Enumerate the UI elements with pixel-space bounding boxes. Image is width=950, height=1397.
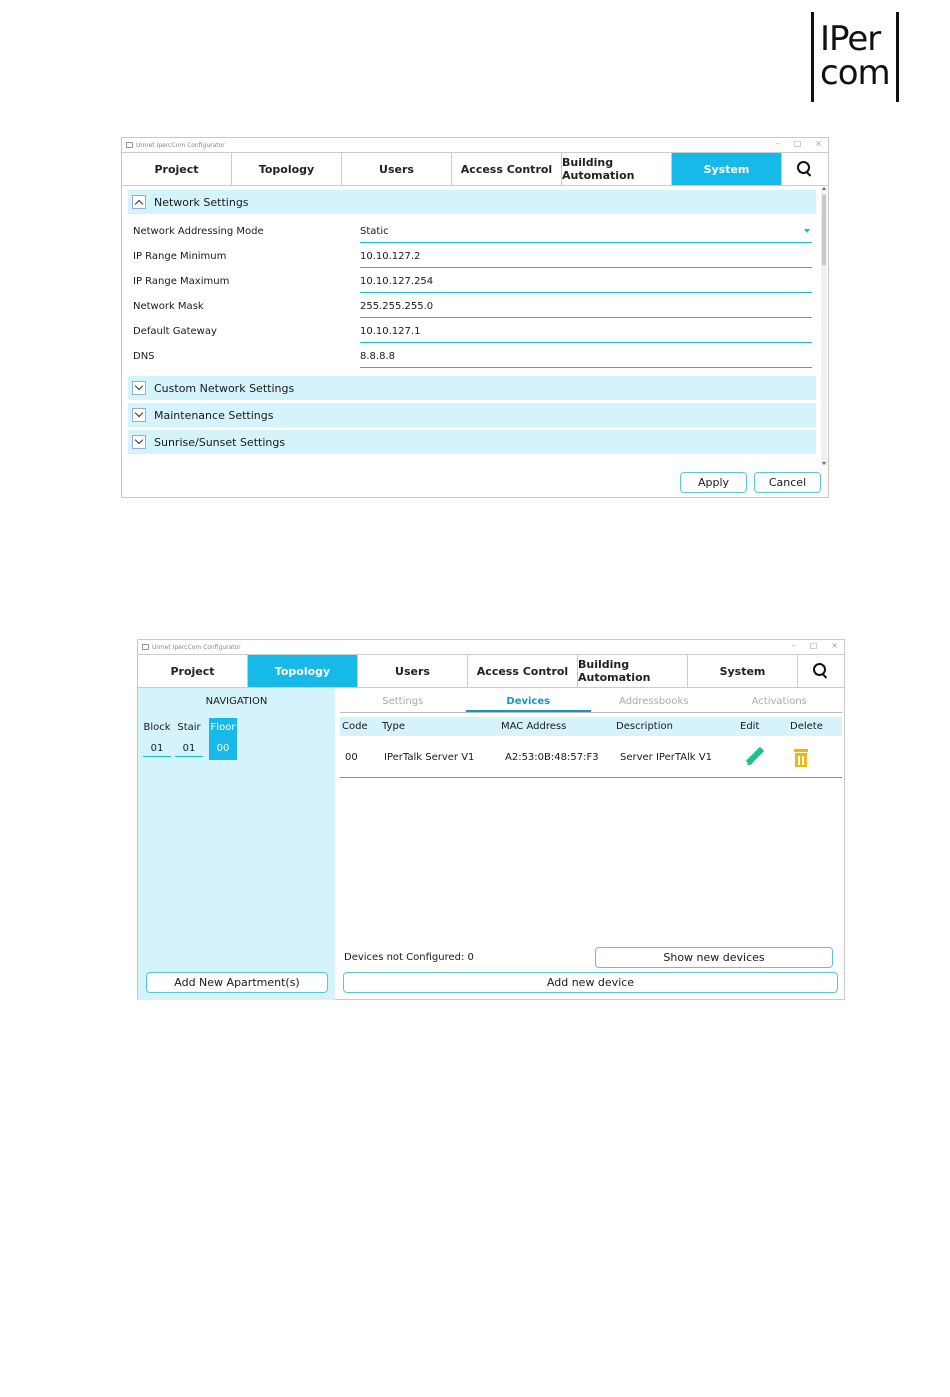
nav-stair-header: Stair [177, 722, 201, 733]
tab-system[interactable]: System [688, 655, 798, 687]
chevron-up-icon [132, 195, 146, 209]
tab-building-automation[interactable]: Building Automation [562, 153, 672, 185]
tab-access-control[interactable]: Access Control [468, 655, 578, 687]
logo-line1: IPer [820, 19, 881, 59]
ip-range-min-input[interactable]: 10.10.127.2 [360, 251, 812, 268]
main-tabs [138, 654, 844, 688]
cell-description: Server IPerTAlk V1 [620, 752, 712, 763]
scroll-thumb[interactable] [822, 195, 826, 265]
subtab-addressbooks[interactable]: Addressbooks [619, 696, 689, 707]
minimize-button[interactable]: – [791, 641, 796, 650]
subtab-activations[interactable]: Activations [751, 696, 807, 707]
apply-button[interactable]: Apply [680, 472, 747, 493]
window-titlebar [122, 138, 828, 152]
minimize-button[interactable]: – [775, 139, 780, 148]
window-titlebar [138, 640, 844, 654]
cell-code: 00 [345, 752, 358, 763]
subtab-settings[interactable]: Settings [382, 696, 424, 707]
nav-stair-column[interactable] [175, 718, 203, 760]
close-button[interactable]: × [815, 139, 822, 148]
sub-tabs [340, 692, 842, 713]
nav-block-column[interactable] [143, 718, 171, 760]
logo-bar-right [896, 12, 899, 102]
add-new-apartment-button[interactable]: Add New Apartment(s) [146, 972, 328, 993]
section-network-settings[interactable] [128, 190, 816, 214]
col-description: Description [616, 721, 673, 732]
tab-project[interactable]: Project [138, 655, 248, 687]
col-mac-address: MAC Address [501, 721, 567, 732]
chevron-down-icon [132, 435, 146, 449]
subtab-devices[interactable]: Devices [466, 692, 592, 712]
select-value: Static [360, 226, 389, 237]
vertical-scrollbar[interactable] [821, 187, 827, 465]
pencil-icon[interactable] [744, 747, 764, 767]
search-button[interactable] [798, 655, 844, 687]
addressing-mode-select[interactable] [360, 226, 812, 243]
ipercom-logo [808, 10, 904, 104]
col-type: Type [382, 721, 405, 732]
close-button[interactable]: × [831, 641, 838, 650]
cell-mac: A2:53:0B:48:57:F3 [505, 752, 599, 763]
network-mask-input[interactable]: 255.255.255.0 [360, 301, 812, 318]
field-label: DNS [133, 351, 155, 362]
section-sunrise-sunset-settings[interactable] [128, 430, 816, 454]
nav-block-value[interactable]: 01 [143, 743, 171, 757]
show-new-devices-button[interactable]: Show new devices [595, 947, 833, 968]
tab-topology[interactable]: Topology [232, 153, 342, 185]
add-new-device-button[interactable]: Add new device [343, 972, 838, 993]
field-network-addressing-mode [133, 220, 813, 245]
dns-input[interactable]: 8.8.8.8 [360, 351, 812, 368]
default-gateway-input[interactable]: 10.10.127.1 [360, 326, 812, 343]
system-settings-window [121, 137, 829, 498]
section-title: Sunrise/Sunset Settings [154, 435, 286, 449]
field-label: Network Mask [133, 301, 204, 312]
field-label: Network Addressing Mode [133, 226, 264, 237]
app-icon [142, 644, 149, 650]
tab-building-automation[interactable]: Building Automation [578, 655, 688, 687]
table-row[interactable] [340, 740, 842, 778]
devices-table-header [340, 717, 842, 736]
scroll-down-arrow-icon[interactable] [822, 462, 826, 465]
section-title: Custom Network Settings [154, 381, 295, 395]
nav-floor-header: Floor [210, 722, 236, 733]
section-maintenance-settings[interactable] [128, 403, 816, 427]
logo-line2: com [820, 53, 890, 93]
tab-system[interactable]: System [672, 153, 782, 185]
tab-access-control[interactable]: Access Control [452, 153, 562, 185]
ip-range-max-input[interactable]: 10.10.127.254 [360, 276, 812, 293]
chevron-down-icon [132, 408, 146, 422]
cell-type: IPerTalk Server V1 [384, 752, 475, 763]
field-label: IP Range Minimum [133, 251, 227, 262]
maximize-button[interactable]: □ [809, 641, 818, 650]
tab-users[interactable]: Users [358, 655, 468, 687]
navigation-title: NAVIGATION [205, 696, 268, 707]
window-title: Urmet IpercCom Configurator [152, 643, 241, 651]
search-icon [813, 663, 829, 679]
maximize-button[interactable]: □ [793, 139, 802, 148]
nav-floor-column[interactable] [209, 718, 237, 760]
tab-users[interactable]: Users [342, 153, 452, 185]
section-title: Maintenance Settings [154, 408, 274, 422]
trash-icon[interactable] [794, 749, 808, 767]
dropdown-arrow-icon [804, 229, 810, 233]
navigation-panel [138, 688, 335, 1000]
section-custom-network-settings[interactable] [128, 376, 816, 400]
nav-stair-value[interactable]: 01 [175, 743, 203, 757]
field-ip-range-max [133, 270, 813, 295]
search-icon [797, 161, 813, 177]
col-edit: Edit [740, 721, 760, 732]
field-default-gateway [133, 320, 813, 345]
scroll-up-arrow-icon[interactable] [822, 187, 826, 190]
search-button[interactable] [782, 153, 828, 185]
main-tabs [122, 152, 828, 186]
field-label: IP Range Maximum [133, 276, 230, 287]
nav-floor-value[interactable]: 00 [216, 743, 230, 754]
col-code: Code [342, 721, 368, 732]
chevron-down-icon [132, 381, 146, 395]
app-icon [126, 142, 133, 148]
trash-body [795, 753, 807, 767]
devices-not-configured: Devices not Configured: 0 [344, 952, 474, 963]
trash-lid [794, 749, 808, 752]
nav-block-header: Block [143, 722, 171, 733]
tab-project[interactable]: Project [122, 153, 232, 185]
topology-window [137, 639, 845, 1000]
field-dns [133, 345, 813, 370]
cancel-button[interactable]: Cancel [754, 472, 821, 493]
tab-topology[interactable]: Topology [248, 655, 358, 687]
col-delete: Delete [790, 721, 823, 732]
logo-bar-left [811, 12, 814, 102]
field-network-mask [133, 295, 813, 320]
window-title: Urmet IpercCom Configurator [136, 141, 225, 149]
field-label: Default Gateway [133, 326, 217, 337]
section-title: Network Settings [154, 195, 249, 209]
field-ip-range-min [133, 245, 813, 270]
